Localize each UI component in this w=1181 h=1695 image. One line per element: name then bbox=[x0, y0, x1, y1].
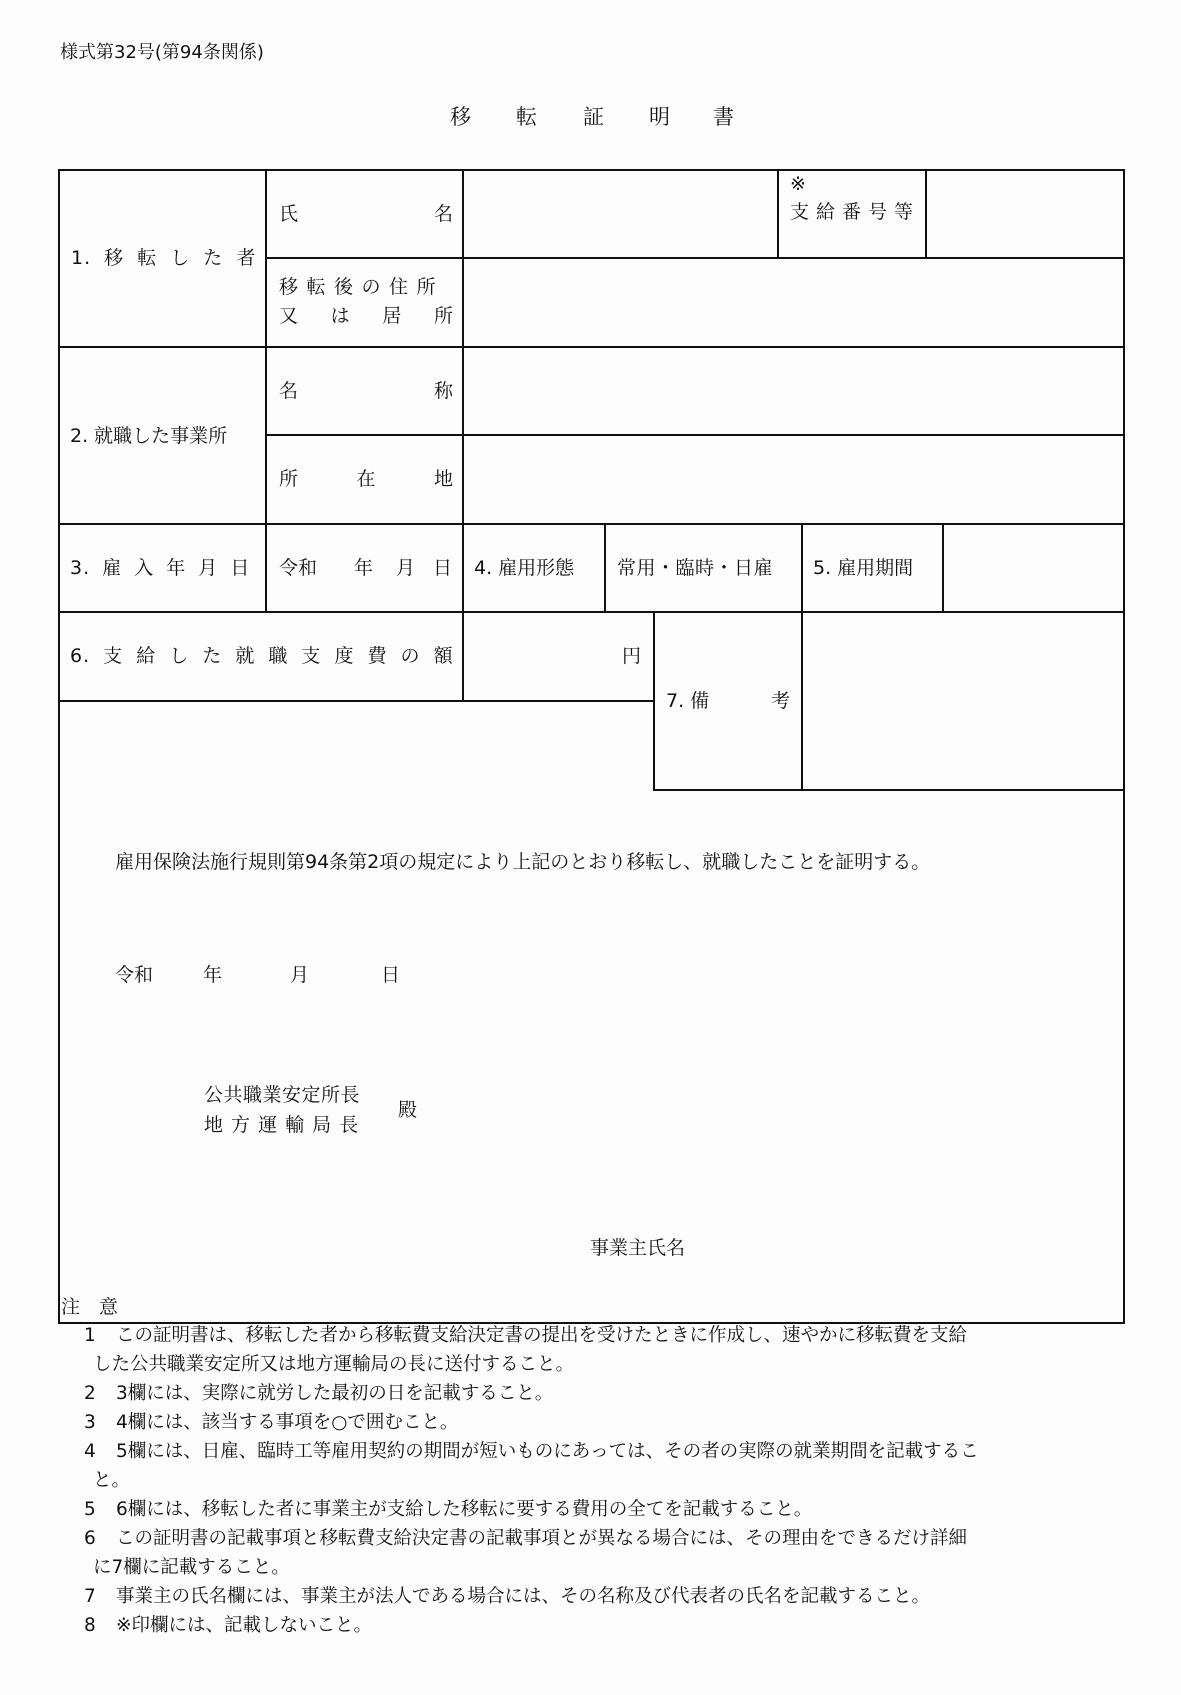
cert-date-month: 月 bbox=[290, 964, 310, 986]
company-location-input[interactable] bbox=[465, 437, 1121, 522]
note-text: 3欄には、実際に就労した最初の日を記載すること。 bbox=[116, 1383, 554, 1404]
section2-label: 2. 就職した事業所 bbox=[70, 425, 228, 447]
payment-number-input[interactable] bbox=[928, 172, 1121, 256]
hire-date-era: 令和 bbox=[279, 557, 318, 579]
remarks-input[interactable] bbox=[804, 614, 1121, 788]
note-text: この証明書は、移転した者から移転費支給決定書の提出を受けたときに作成し、速やかに移転費を支給 bbox=[116, 1325, 968, 1346]
addressee-honorific: 殿 bbox=[398, 1099, 418, 1121]
hire-date-day: 日 bbox=[433, 557, 453, 579]
table-border-right bbox=[1123, 169, 1125, 1324]
name-label-right: 名 bbox=[433, 203, 453, 225]
employer-name-input[interactable] bbox=[700, 1230, 1110, 1266]
company-location-label bbox=[279, 468, 453, 490]
col-divider bbox=[604, 523, 606, 611]
section3-label: 3. 雇 入 年 月 日 bbox=[70, 557, 251, 579]
cert-date-year: 年 bbox=[203, 964, 223, 986]
col-divider bbox=[942, 523, 944, 611]
note-text: 6欄には、移転した者に事業主が支給した移転に要する費用の全てを記載すること。 bbox=[116, 1499, 813, 1520]
certification-statement: 雇用保険法施行規則第94条第2項の規定により上記のとおり移転し、就職したことを証明する。 bbox=[115, 851, 931, 873]
note-number: 2 bbox=[84, 1383, 96, 1404]
col-divider bbox=[801, 611, 803, 791]
note-text: 5欄には、日雇、臨時工等雇用契約の期間が短いものにあっては、その者の実際の就業期間を記載するこ bbox=[116, 1441, 979, 1462]
address-label-line2 bbox=[279, 305, 453, 327]
hire-date-field[interactable] bbox=[279, 557, 453, 579]
name-label bbox=[279, 203, 453, 225]
section1-label: 1. 移 転 し た 者 bbox=[71, 247, 257, 269]
col-divider bbox=[653, 611, 655, 791]
company-label-right: 称 bbox=[433, 380, 453, 402]
note-text: ※印欄には、記載しないこと。 bbox=[116, 1615, 373, 1636]
note-number: 1 bbox=[84, 1325, 96, 1346]
title-char: 明 bbox=[649, 105, 670, 129]
title-char: 転 bbox=[516, 105, 537, 129]
location-label-part: 所 bbox=[279, 468, 299, 490]
note-number: 7 bbox=[84, 1586, 96, 1607]
note-number: 6 bbox=[84, 1528, 96, 1549]
row-divider bbox=[58, 611, 1125, 613]
note-text: に7欄に記載すること。 bbox=[93, 1557, 290, 1578]
table-border-bottom bbox=[58, 1322, 1125, 1324]
note-text: 4欄には、該当する事項を○で囲むこと。 bbox=[116, 1412, 459, 1433]
note-text: した公共職業安定所又は地方運輸局の長に送付すること。 bbox=[93, 1354, 575, 1375]
payment-number-label: 支給番号等 bbox=[790, 201, 921, 223]
row-divider bbox=[265, 257, 1125, 259]
col-divider bbox=[265, 169, 267, 523]
row-divider bbox=[653, 789, 1125, 791]
title-char: 書 bbox=[713, 105, 734, 129]
note-text: この証明書の記載事項と移転費支給決定書の記載事項とが異なる場合には、その理由をできるだけ詳細 bbox=[116, 1528, 968, 1549]
hire-date-month: 月 bbox=[396, 557, 416, 579]
table-border-top bbox=[58, 169, 1125, 171]
employer-name-label: 事業主氏名 bbox=[590, 1237, 686, 1259]
currency-yen: 円 bbox=[622, 645, 642, 667]
section6-label: 6. 支 給 し た 就 職 支 度 費 の 額 bbox=[70, 645, 454, 667]
title-char: 移 bbox=[450, 105, 471, 129]
section7-label bbox=[666, 690, 790, 712]
row-divider bbox=[265, 434, 1125, 436]
col-divider bbox=[265, 523, 267, 611]
section7-label-right: 考 bbox=[770, 690, 790, 712]
table-border-left bbox=[58, 169, 60, 1324]
note-number: 4 bbox=[84, 1441, 96, 1462]
row-divider bbox=[58, 346, 1125, 348]
col-divider bbox=[777, 169, 779, 257]
employment-type-options[interactable]: 常用・臨時・日雇 bbox=[617, 557, 774, 579]
note-number: 5 bbox=[84, 1499, 96, 1520]
relocation-amount-input[interactable] bbox=[465, 614, 625, 699]
notes-heading: 注 意 bbox=[61, 1296, 119, 1318]
note-text: と。 bbox=[93, 1470, 131, 1491]
col-divider bbox=[925, 169, 927, 257]
employment-period-input[interactable] bbox=[945, 526, 1121, 610]
hire-date-year: 年 bbox=[354, 557, 374, 579]
address-input[interactable] bbox=[465, 260, 1121, 345]
location-label-part: 在 bbox=[356, 468, 376, 490]
cert-date-era: 令和 bbox=[115, 964, 154, 986]
location-label-part: 地 bbox=[433, 468, 453, 490]
note-number: 3 bbox=[84, 1412, 96, 1433]
address-label-part: 居 bbox=[382, 305, 402, 327]
section5-label: 5. 雇用期間 bbox=[813, 557, 914, 579]
address-label-part: 又 bbox=[279, 305, 299, 327]
address-label-line1: 移転後の住所 bbox=[279, 276, 445, 298]
note-text: 事業主の氏名欄には、事業主が法人である場合には、その名称及び代表者の氏名を記載すること。 bbox=[116, 1586, 931, 1607]
cert-date-day: 日 bbox=[381, 964, 401, 986]
form-number: 様式第32号(第94条関係) bbox=[60, 42, 264, 63]
row-divider bbox=[58, 700, 655, 702]
title-char: 証 bbox=[583, 105, 604, 129]
name-input[interactable] bbox=[465, 172, 775, 256]
company-name-input[interactable] bbox=[465, 349, 1121, 433]
row-divider bbox=[58, 523, 1125, 525]
name-label-left: 氏 bbox=[279, 203, 299, 225]
section4-label: 4. 雇用形態 bbox=[474, 557, 575, 579]
address-label-part: は bbox=[330, 305, 350, 327]
address-label-part: 所 bbox=[433, 305, 453, 327]
addressee-line2: 地 方 運 輸 局 長 bbox=[204, 1114, 359, 1136]
note-number: 8 bbox=[84, 1615, 96, 1636]
col-divider bbox=[801, 523, 803, 611]
section7-label-left: 7. 備 bbox=[666, 690, 710, 712]
col-divider bbox=[462, 523, 464, 611]
col-divider bbox=[462, 169, 464, 523]
payment-mark: ※ bbox=[790, 173, 806, 195]
company-label-left: 名 bbox=[279, 380, 299, 402]
company-name-label bbox=[279, 380, 453, 402]
col-divider bbox=[462, 611, 464, 700]
addressee-line1: 公共職業安定所長 bbox=[204, 1084, 361, 1106]
